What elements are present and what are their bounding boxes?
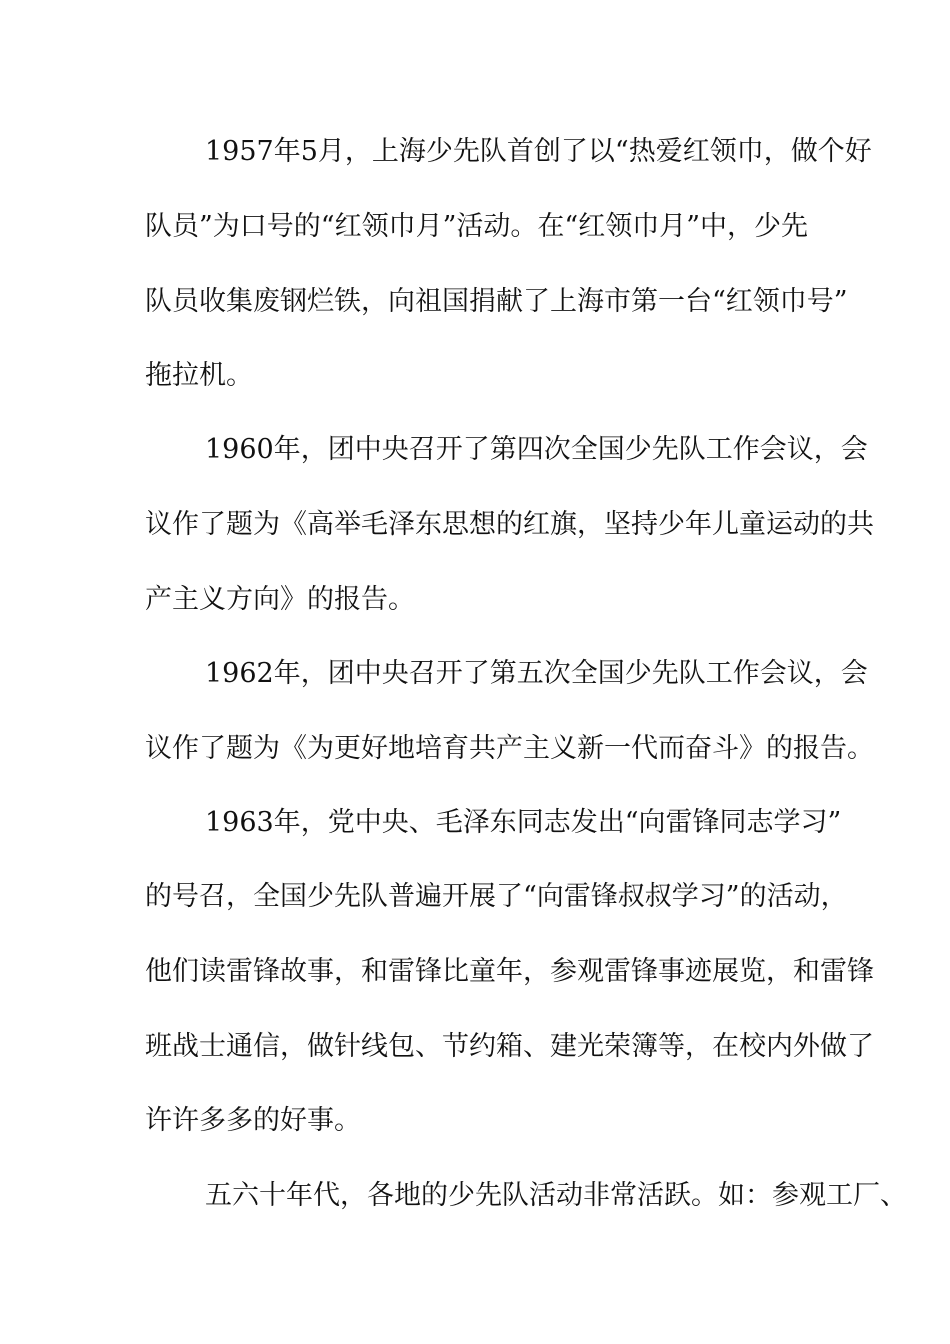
paragraph-3-line-1: 1962年，团中央召开了第五次全国少先队工作会议，会 (205, 658, 868, 689)
paragraph-2-line-2: 议作了题为《高举毛泽东思想的红旗，坚持少年儿童运动的共 (145, 509, 874, 540)
paragraph-4-line-5: 许许多多的好事。 (145, 1105, 361, 1136)
paragraph-2-line-3: 产主义方向》的报告。 (145, 584, 415, 615)
paragraph-5-line-1: 五六十年代，各地的少先队活动非常活跃。如：参观工厂、 (205, 1180, 907, 1211)
paragraph-1-line-2: 队员”为口号的“红领巾月”活动。在“红领巾月”中，少先 (145, 211, 809, 242)
paragraph-2-line-1: 1960年，团中央召开了第四次全国少先队工作会议，会 (205, 434, 868, 465)
paragraph-1-line-4: 拖拉机。 (145, 360, 253, 391)
paragraph-4-line-4: 班战士通信，做针线包、节约箱、建光荣簿等，在校内外做了 (145, 1031, 874, 1062)
paragraph-4-line-2: 的号召，全国少先队普遍开展了“向雷锋叔叔学习”的活动， (145, 881, 848, 912)
paragraph-1-line-3: 队员收集废钢烂铁，向祖国捐献了上海市第一台“红领巾号” (145, 286, 848, 317)
paragraph-4-line-1: 1963年，党中央、毛泽东同志发出“向雷锋同志学习” (205, 807, 842, 838)
paragraph-4-line-3: 他们读雷锋故事，和雷锋比童年，参观雷锋事迹展览，和雷锋 (145, 956, 874, 987)
paragraph-1-line-1: 1957年5月，上海少先队首创了以“热爱红领巾，做个好 (205, 136, 872, 167)
paragraph-3-line-2: 议作了题为《为更好地培育共产主义新一代而奋斗》的报告。 (145, 733, 874, 764)
